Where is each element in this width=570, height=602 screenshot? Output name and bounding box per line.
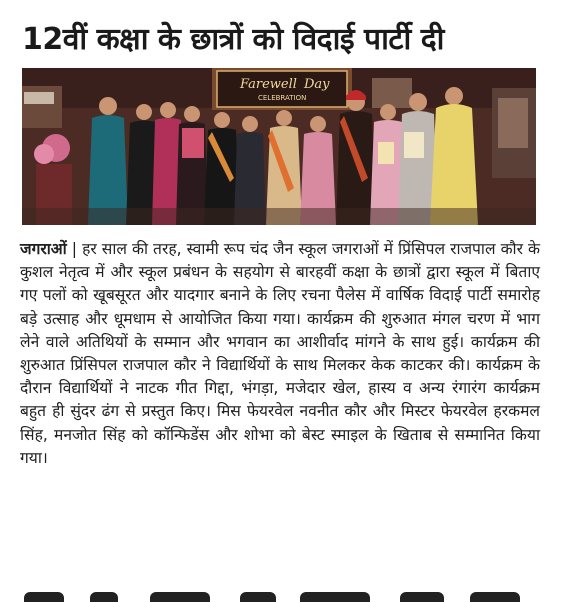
article-body bbox=[20, 238, 540, 470]
body-paragraph: हर साल की तरह, स्वामी रूप चंद जैन स्कूल जगराओं में प्रिंसिपल राजपाल कौर के कुशल नेतृत्व में और स्कूल प्रबंधन के सहयोग से बारहवीं कक्षा के छात्रों द्वारा स्कूल में बिताए गए पलों को खूबसूरत और यादगार बनाने के लिए रचना पैलेस में वार्षिक विदाई पार्टी समारोह बड़े उत्साह और धूमधाम से आयोजित किया गया। कार्यक्रम की शुरुआत मंगल चरण में भाग लेने वाले अतिथियों के सम्मान और भगवान का आशीर्वाद मांगने के साथ हुई। कार्यक्रम की शुरुआत प्रिंसिपल राजपाल कौर ने विद्यार्थियों के साथ मिलकर केक काटकर की। कार्यक्रम के दौरान विद्यार्थियों ने नाटक गीत गिद्दा, भंगड़ा, मजेदार खेल, हास्य व अन्य रंगारंग कार्यक्रम बहुत ही सुंदर ढंग से प्रस्तुत किए। मिस फेयरवेल नवनीत कौर और मिस्टर फेयरवेल हरकमल सिंह, मनजोत सिंह को कॉन्फिडेंस और शोभा को बेस्ट स्माइल के खिताब से सम्मानित किया गया। bbox=[20, 240, 540, 467]
dateline: जगराओं bbox=[20, 240, 67, 258]
group-photo bbox=[22, 68, 536, 225]
banner-day: Day bbox=[304, 77, 330, 92]
banner-celebration: CELEBRATION bbox=[258, 94, 307, 102]
banner-farewell: Farewell bbox=[240, 77, 297, 92]
dateline-separator: | bbox=[66, 240, 83, 258]
headline: 12वीं कक्षा के छात्रों को विदाई पार्टी दी bbox=[22, 22, 444, 57]
clipped-next-line bbox=[0, 588, 570, 602]
